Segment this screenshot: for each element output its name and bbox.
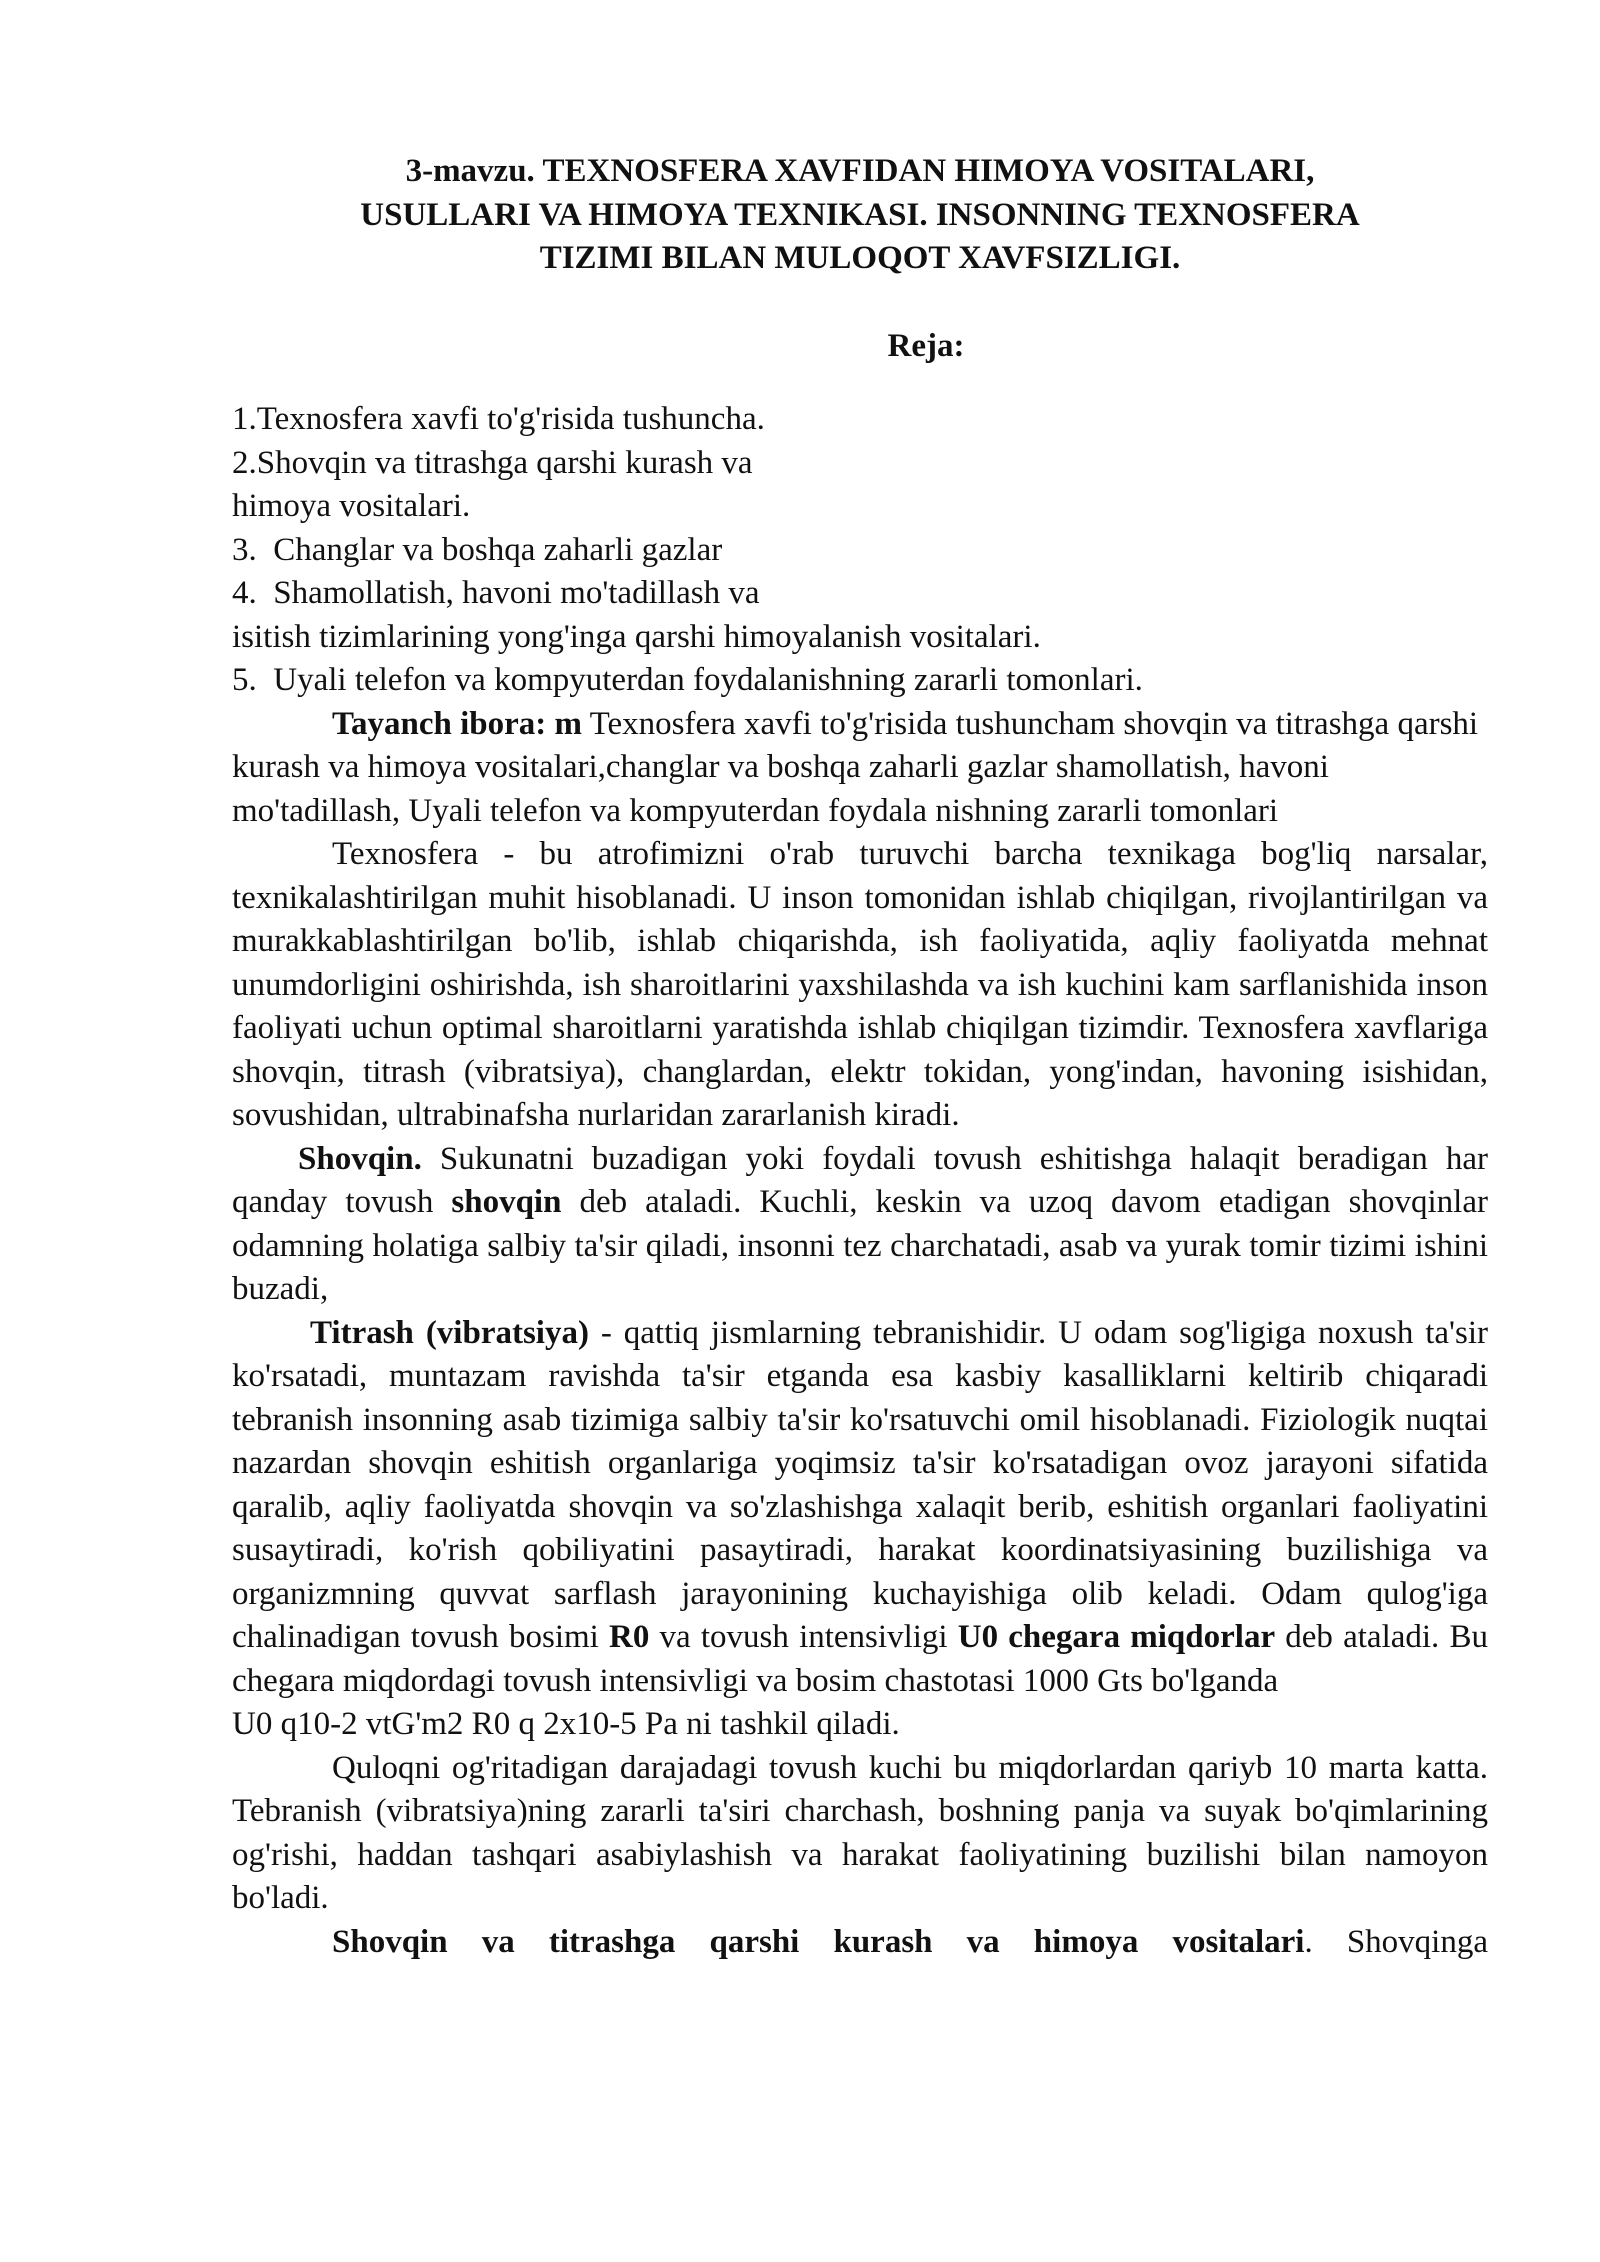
vibration-text-3: deb ataladi. Bu chegara miqdordagi tovush intensivligi va bosim chastotasi 1000 Gts bo'lganda xyxy=(232,1619,1489,1699)
plan-heading: Reja: xyxy=(887,327,965,364)
title-line-1: 3-mavzu. TEXNOSFERA XAVFIDAN HIMOYA VOSITALARI, xyxy=(405,153,1315,189)
plan-list xyxy=(232,398,1488,703)
ear-pain-paragraph: Quloqni og'ritadigan darajadagi tovush kuchi bu miqdorlardan qariyb 10 marta katta. Tebranish (vibratsiya)ning zararli ta'siri charchash, boshning panja va suyak bo'qimlarining og'rishi, haddan tashqari asabiylashish va harakat faoliyatining buzilishi bilan namoyon bo'ladi. xyxy=(232,1749,1488,1916)
vibration-label: Titrash (vibratsiya) xyxy=(310,1314,589,1351)
noise-term: shovqin xyxy=(451,1184,562,1220)
pressure-symbol: R0 xyxy=(609,1619,650,1655)
noise-text-1: Sukunatni buzadigan yoki foydali tovush eshitishga halaqit beradigan har qanday tovush xyxy=(232,1140,1488,1220)
plan-item: isitish tizimlarining yong'inga qarshi himoyalanish vositalari. xyxy=(232,618,1041,655)
key-phrases-paragraph xyxy=(232,703,1488,834)
vibration-paragraph xyxy=(232,1312,1488,1704)
plan-item: 4. Shamollatish, havoni mo'tadillash va xyxy=(232,575,760,611)
plan-item: 3. Changlar va boshqa zaharli gazlar xyxy=(232,531,723,568)
protection-label: Shovqin va titrashga qarshi kurash va himoya vositalari xyxy=(332,1923,1305,1960)
plan-item: himoya vositalari. xyxy=(232,488,471,524)
document-title xyxy=(232,150,1488,281)
plan-item: 1.Texnosfera xavfi to'g'risida tushuncha. xyxy=(232,401,765,437)
key-phrases-label: Tayanch ibora: m xyxy=(332,705,582,742)
formula-line: U0 q10-2 vtG'm2 R0 q 2x10-5 Pa ni tashkil qiladi. xyxy=(232,1706,900,1742)
plan-item: 2.Shovqin va titrashga qarshi kurash va xyxy=(232,444,753,481)
protection-text: . Shovqinga xyxy=(1304,1923,1488,1960)
technosphere-paragraph: Texnosfera - bu atrofimizni o'rab turuvchi barcha texnikaga bog'liq narsalar, texnikalashtirilgan muhit hisoblanadi. U inson tomonidan ishlab chiqilgan, rivojlantirilgan va murakkablashtirilgan bo'lib, ishlab chiqarishda, ish faoliyatida, aqliy faoliyatda mehnat unumdorligini oshirishda, ish sharoitlarini yaxshilashda va ish kuchini kam sarflanishida inson faoliyati uchun optimal sharoitlarni yaratishda ishlab chiqilgan tizimdir. Texnosfera xavflariga shovqin, titrash (vibratsiya), changlardan, elektr tokidan, yong'indan, havoning isishidan, sovushidan, ultrabinafsha nurlaridan zararlanish kiradi. xyxy=(232,836,1488,1133)
noise-paragraph xyxy=(232,1138,1488,1312)
document-page xyxy=(232,150,1488,1964)
noise-label: Shovqin. xyxy=(298,1140,422,1177)
limit-values-term: U0 chegara miqdorlar xyxy=(957,1619,1276,1655)
vibration-text-2: va tovush intensivligi xyxy=(649,1619,958,1655)
title-line-2: USULLARI VA HIMOYA TEXNIKASI. INSONNING TEXNOSFERA xyxy=(360,196,1360,233)
noise-text-2: deb ataladi. Kuchli, keskin va uzoq davom etadigan shovqinlar odamning holatiga salbiy ta'sir qiladi, insonni tez charchatadi, asab va yurak tomir tizimi ishini buzadi, xyxy=(232,1184,1488,1307)
vibration-text-1: - qattiq jismlarning tebranishidir. U odam sog'ligiga noxush ta'sir ko'rsatadi, muntazam ravishda ta'sir etganda esa kasbiy kasalliklarni keltirib chiqaradi tebranish insonning asab tizimiga salbiy ta'sir ko'rsatuvchi omil hisoblanadi. Fiziologik nuqtai nazardan shovqin eshitish organlariga yoqimsiz ta'sir ko'rsatadigan ovoz jarayoni sifatida qaralib, aqliy faoliyatda shovqin va so'zlashishga xalaqit berib, eshitish organlari faoliyatini susaytiradi, ko'rish qobiliyatini pasaytiradi, harakat koordinatsiyasining buzilishiga va organizmning quvvat sarflash jarayonining kuchayishiga olib keladi. Odam qulog'iga chalinadigan tovush bosimi xyxy=(232,1314,1488,1655)
title-line-3: TIZIMI BILAN MULOQOT XAVFSIZLIGI. xyxy=(539,240,1181,276)
protection-paragraph xyxy=(232,1921,1488,1965)
plan-item: 5. Uyali telefon va kompyuterdan foydalanishning zararli tomonlari. xyxy=(232,662,1143,698)
key-phrases-text: Texnosfera xavfi to'g'risida tushuncham shovqin va titrashga qarshi kurash va himoya vositalari,changlar va boshqa zaharli gazlar shamollatish, havoni mo'tadillash, Uyali telefon va kompyuterdan foydala nishning zararli tomonlari xyxy=(232,705,1479,829)
